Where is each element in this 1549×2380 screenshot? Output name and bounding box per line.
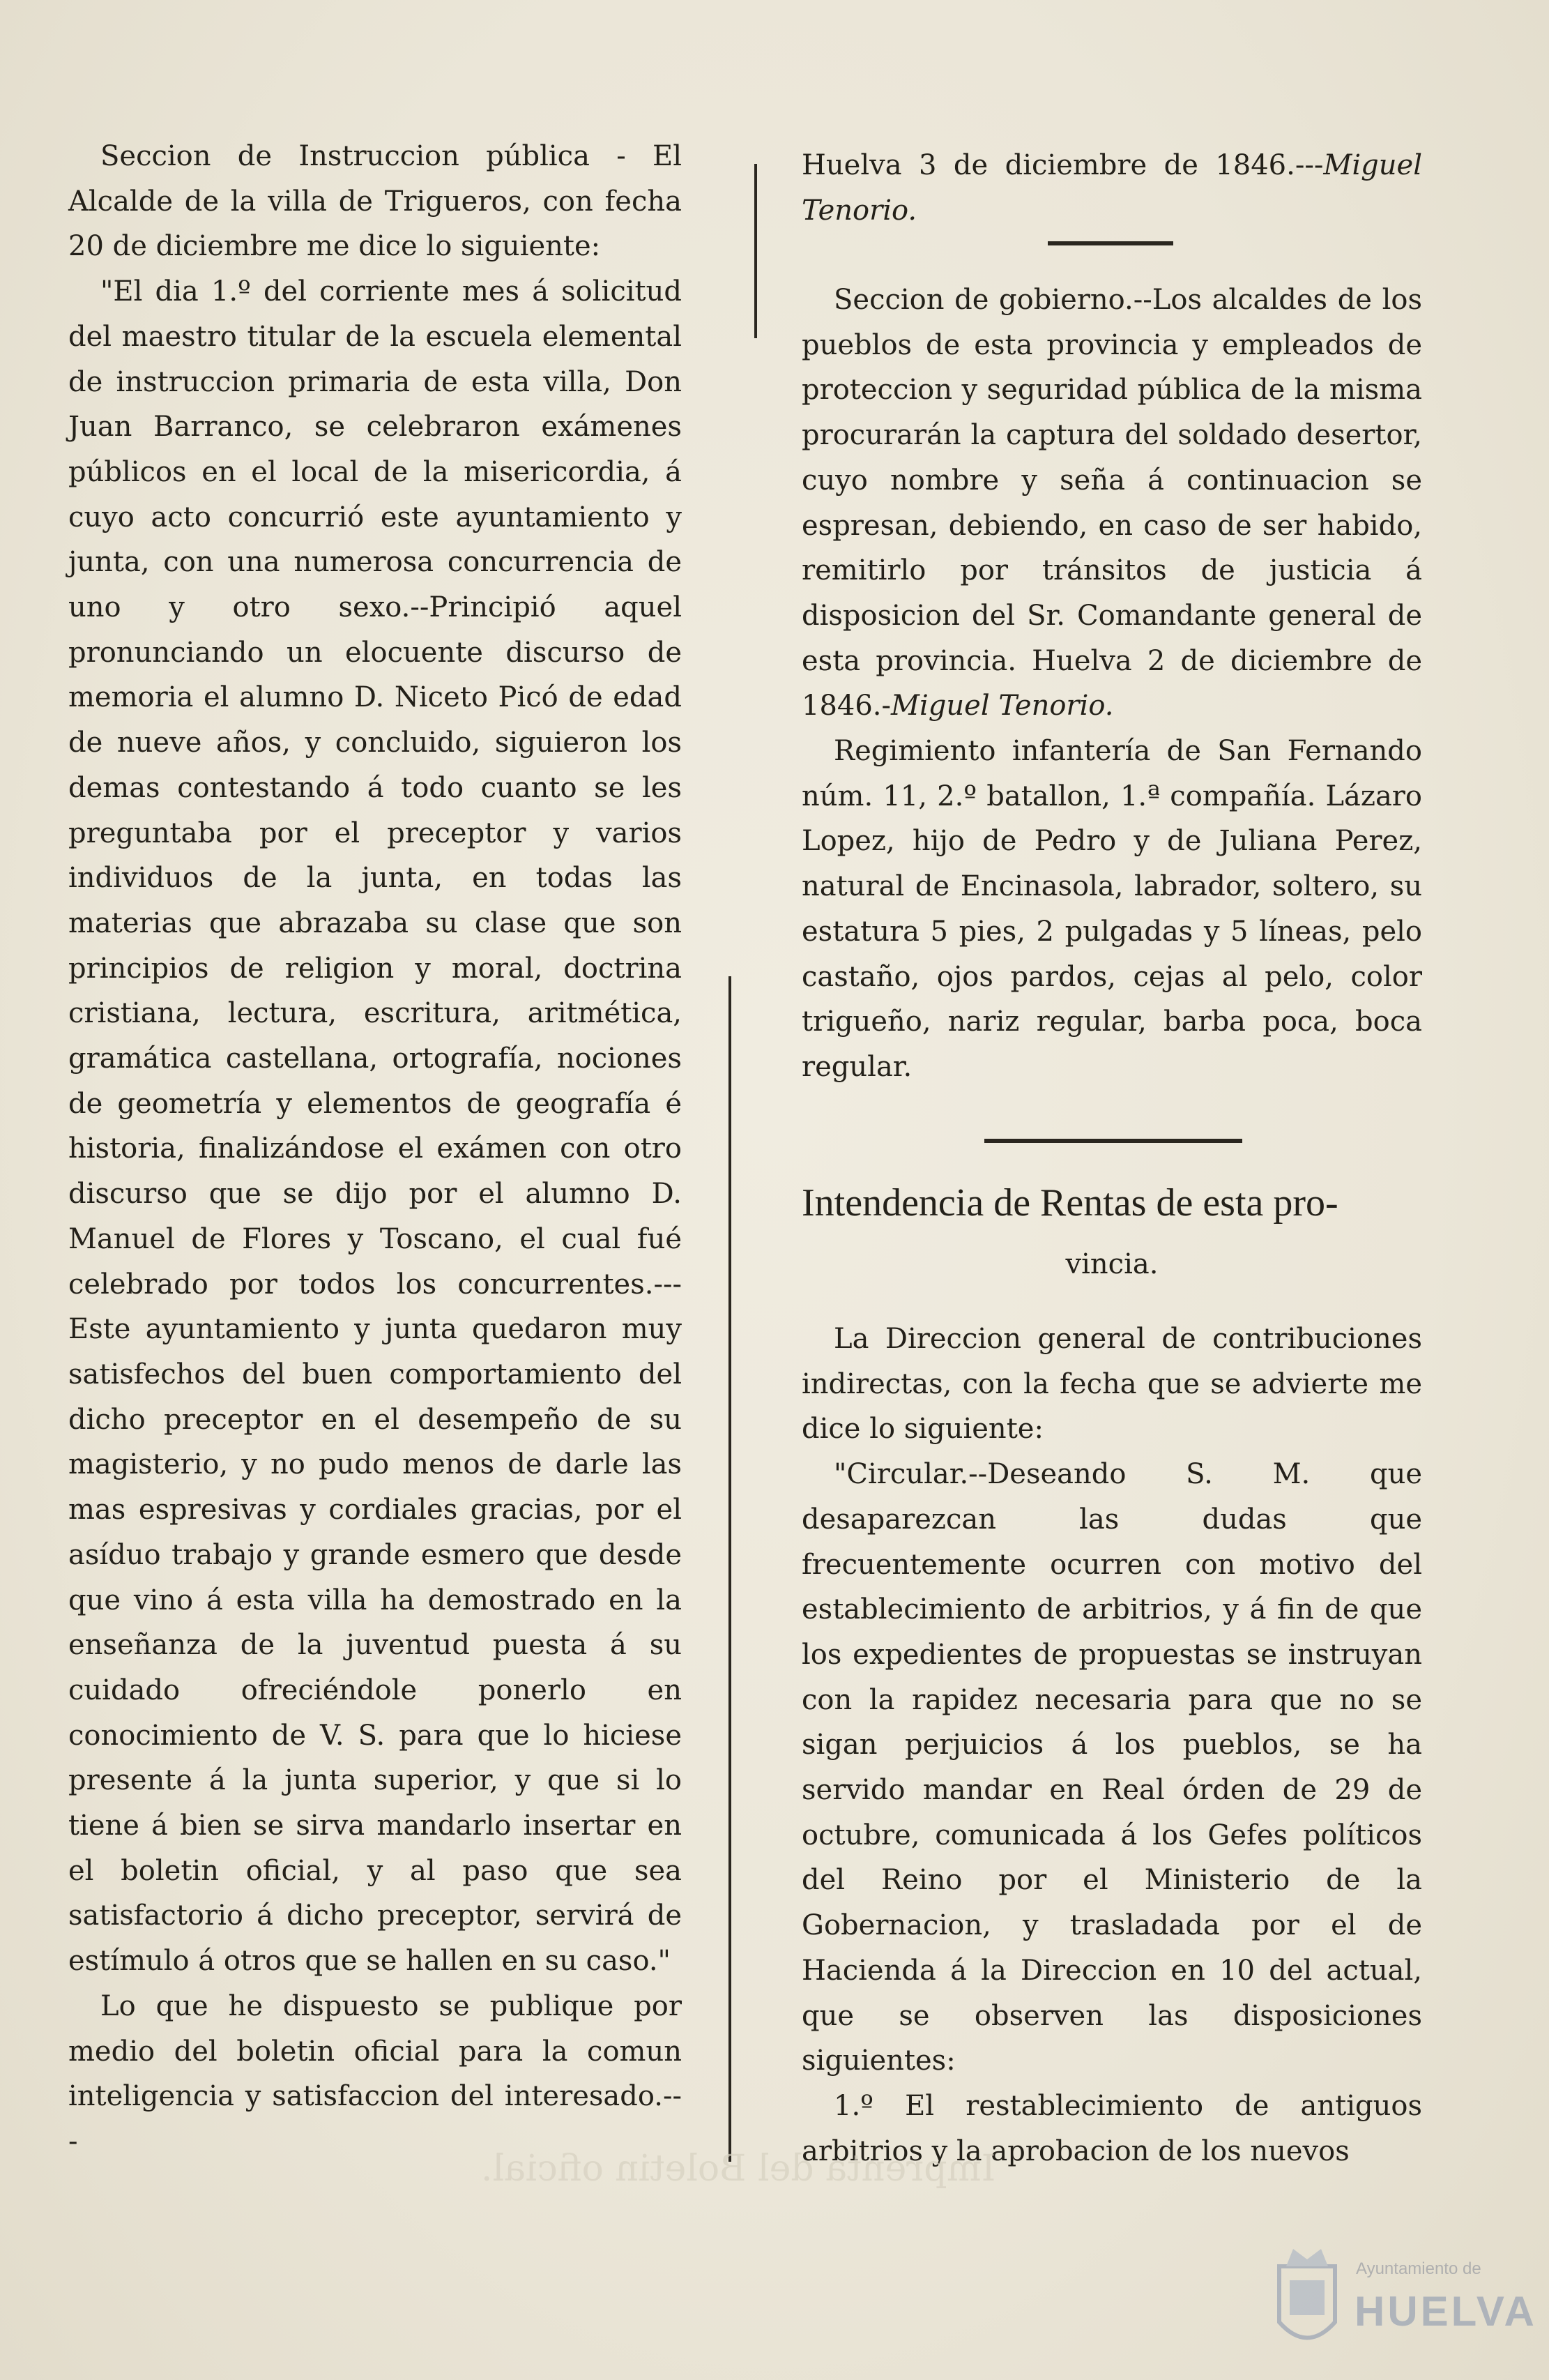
item-1-paragraph: 1.º El restablecimiento de antiguos arbitrios y la aprobacion de los nuevos — [802, 2089, 1422, 2167]
publication-paragraph: Lo que he dispuesto se publique por medio del boletin oficial para la comun inteligencia y satisfaccion del interesado.--- — [68, 1989, 682, 2158]
column-divider-lower — [728, 976, 731, 2162]
coat-of-arms-icon — [1265, 2238, 1349, 2357]
signature-1-place-date: Huelva 3 de diciembre de 1846.--- — [802, 149, 1324, 181]
exam-report-paragraph: "El dia 1.º del corriente mes á solicitud del maestro titular de la escuela elemental de instruccion primaria de esta villa, Don Juan Barranco, se celebraron exámenes públicos en el local de la misericordia, á cuyo acto concurrió este ayuntamiento y junta, con una numerosa concurrencia de uno y otro sexo.--Principió aquel pronunciando un elocuente discurso de memoria el alumno D. Niceto Picó de edad de nueve años, y concluido, siguieron los demas contestando á todo cuanto se les preguntaba por el preceptor y varios individuos de la junta, en todas las materias que abrazaba su clase que son principios de religion y moral, doctrina cristiana, lectura, escritura, aritmética, gramática castellana, ortografía, nociones de geometría y elementos de geografía é historia, finalizándose el exámen con otro discurso que se dijo por el alumno D. Manuel de Flores y Toscano, el cual fué celebrado por todos los concurrentes.---Este ayuntamiento y junta quedaron muy satisfechos del buen comportamiento del dicho preceptor en el desempeño de su magisterio, y no pudo menos de darle las mas espresivas y cordiales gracias, por el asíduo trabajo y grande esmero que desde que vino á esta villa ha demostrado en la enseñanza de la juventud puesta á su cuidado ofreciéndole ponerlo en conocimiento de V. S. para que lo hiciese presente á la junta superior, y que si lo tiene á bien se sirva mandarlo insertar en el boletin oficial, y al paso que sea satisfactorio á dicho preceptor, servirá de estímulo á otros que se hallen en su caso." — [68, 275, 682, 1978]
gobierno-paragraph — [802, 278, 1422, 729]
column-divider-upper — [754, 164, 757, 338]
left-column — [68, 134, 682, 2165]
intendencia-heading-cont: vincia. — [1065, 1248, 1159, 1280]
logo-big-text: HUELVA — [1355, 2288, 1537, 2335]
right-column-intendencia — [802, 1317, 1422, 2174]
regimiento-paragraph: Regimiento infantería de San Fernando núm. 11, 2.º batallon, 1.ª compañía. Lázaro Lopez, hijo de Pedro y de Juliana Perez, natural de Encinasola, labrador, soltero, su estatura 5 pies, 2 pulgadas y 5 líneas, pelo castaño, ojos pardos, cejas al pelo, color trigueño, nariz regular, barba poca, boca regular. — [802, 735, 1422, 1083]
signature-1-name: Miguel Tenorio. — [802, 149, 1422, 227]
intendencia-heading: Intendencia de Rentas de esta pro- — [802, 1181, 1338, 1225]
circular-paragraph: "Circular.--Deseando S. M. que desaparezcan las dudas que frecuentemente ocurren con motivo del establecimiento de arbitrios, y á fin de que los expedientes de propuestas se instruyan con la rapidez necesaria para que no se sigan perjuicios á los pueblos, se ha servido mandar en Real órden de 29 de octubre, comunicada á los Gefes políticos del Reino por el Ministerio de la Gobernacion, y trasladada por el de Hacienda á la Direccion en 10 del actual, que se observen las disposiciones siguientes: — [802, 1458, 1422, 2077]
signature-1 — [802, 143, 1422, 233]
signature-2-name: Miguel Tenorio. — [891, 690, 1114, 722]
instruccion-paragraph: Seccion de Instruccion pública - El Alcalde de la villa de Trigueros, con fecha 20 de diciembre me dice lo siguiente: — [68, 140, 682, 263]
direccion-paragraph: La Direccion general de contribuciones indirectas, con la fecha que se advierte me dice lo siguiente: — [802, 1323, 1422, 1446]
section-rule-double — [984, 1139, 1242, 1143]
right-column — [802, 143, 1422, 233]
bleed-through-text: Imprenta del Boletin oficial. — [481, 2148, 996, 2190]
section-rule-short — [1048, 241, 1173, 245]
logo-small-text: Ayuntamiento de — [1356, 2259, 1481, 2278]
ayuntamiento-huelva-logo — [1265, 2238, 1537, 2357]
right-column-gobierno — [802, 278, 1422, 1090]
gobierno-text: Seccion de gobierno.--Los alcaldes de los pueblos de esta provincia y empleados de proteccion y seguridad pública de la misma procurarán la captura del soldado desertor, cuyo nombre y seña á continuacion se espresan, debiendo, en caso de ser habido, remitirlo por tránsitos de justicia á disposicion del Sr. Comandante general de esta provincia. Huelva 2 de diciembre de 1846.- — [802, 284, 1422, 722]
